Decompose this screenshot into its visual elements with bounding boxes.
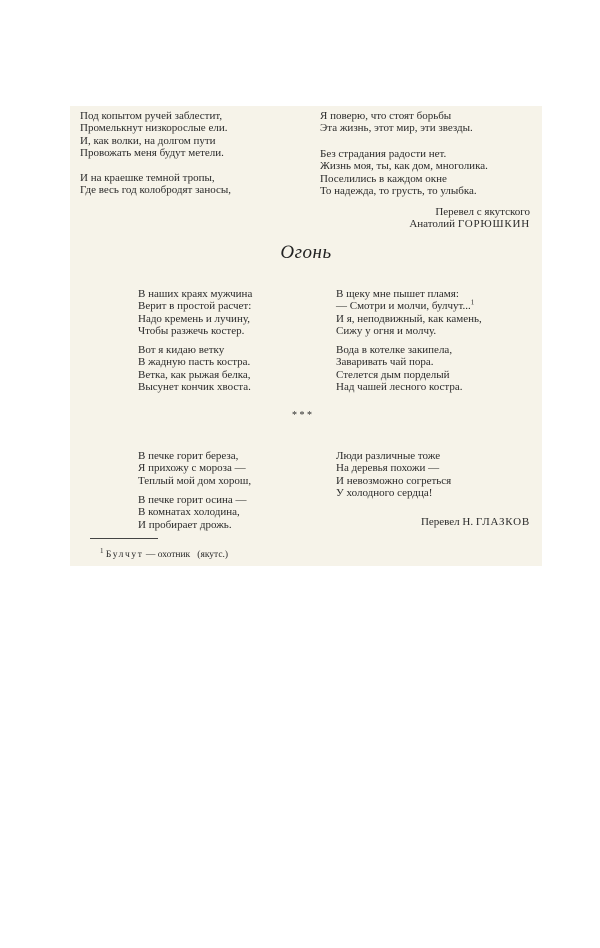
credit-line: Перевел с якутского [435,206,530,218]
verse-line: Стелется дым порделый [336,368,450,381]
verse-line: В комнатах холодина, [138,506,240,519]
verse-line: В печке горит осина — [138,494,247,506]
last-left-stanza-1 [138,450,251,487]
fire-left-stanza-2 [138,344,251,394]
verse-line: Я прихожу с мороза — [138,462,246,475]
last-right-stanza-1 [336,450,451,500]
book-page [70,106,542,566]
verse-line: Я поверю, что стоят борьбы [320,110,452,122]
verse-line: И пробирает дрожь. [138,518,232,531]
verse-line: Верит в простой расчет: [138,300,252,313]
verse-line: — Смотри и молчи, булчут... [336,300,471,313]
verse-line: Высунет кончик хвоста. [138,381,251,394]
footnote [100,546,229,560]
verse-line-with-note [336,300,482,312]
fire-left-stanza-1 [138,288,252,338]
verse-line: Чтобы разжечь костер. [138,325,245,338]
credit-name [409,218,530,230]
verse-line: И я, неподвижный, как камень, [336,312,482,325]
footnote-rule [90,538,158,539]
verse-line: Поселились в каждом окне [320,172,447,185]
verse-line: То надежда, то грусть, то улыбка. [320,185,477,198]
verse-line: Теплый мой дом хорош, [138,474,252,487]
verse-line: Вода в котелке закипела, [336,344,453,356]
top-left-stanza-1 [80,110,227,160]
verse-line: Провожать меня будут метели. [80,147,224,160]
verse-line: И на краешке темной тропы, [80,172,215,184]
verse-line: И невозможно согреться [336,474,452,487]
verse-line: В наших краях мужчина [138,288,253,300]
verse-line: Заваривать чай пора. [336,356,434,369]
footnote-word: Булчут [105,550,144,560]
verse-line: Люди различные тоже [336,450,441,462]
verse-line: У холодного сердца! [336,487,433,500]
verse-line: На деревья похожи — [336,462,440,475]
translator-credit-2 [421,516,530,528]
verse-line: Сижу у огня и молчу. [336,325,437,338]
verse-line: Ветка, как рыжая белка, [138,368,251,381]
asterism-separator: * * * [292,410,312,421]
verse-line: Эта жизнь, этот мир, эти звезды. [320,122,473,135]
poem-title: Огонь [280,242,332,263]
top-right-stanza-1 [320,110,473,135]
credit-initial: Н. [462,516,474,528]
footnote-text: — охотник (якутс.) [143,550,229,560]
credit-first-name: Анатолий [409,218,456,231]
verse-line: Надо кремень и лучину, [138,312,250,325]
verse-line: Над чашей лесного костра. [336,381,463,394]
footnote-mark: 1 [100,546,104,555]
verse-line: Без страдания радости нет. [320,148,447,160]
verse-line: Жизнь моя, ты, как дом, многолика. [320,160,488,173]
verse-line: Под копытом ручей заблестит, [80,110,223,122]
translator-credit [409,206,530,231]
verse-line: В печке горит береза, [138,450,239,462]
top-left-stanza-2 [80,172,231,197]
fire-right-stanza-1 [336,288,482,338]
top-right-stanza-2 [320,148,488,198]
credit-last-name: ГЛАЗКОВ [475,516,530,528]
verse-line: Где весь год колобродят заносы, [80,184,231,197]
credit-prefix: Перевел [420,516,460,528]
footnote-mark: 1 [470,298,475,307]
verse-line: Вот я кидаю ветку [138,344,225,356]
verse-line: В жадную пасть костра. [138,356,251,369]
fire-right-stanza-2 [336,344,463,394]
verse-line: Промелькнут низкорослые ели. [80,122,228,135]
verse-line: В щеку мне пышет пламя: [336,288,459,300]
verse-line: И, как волки, на долгом пути [80,134,216,147]
credit-last-name: ГОРЮШКИН [457,218,530,231]
last-left-stanza-2 [138,494,247,531]
